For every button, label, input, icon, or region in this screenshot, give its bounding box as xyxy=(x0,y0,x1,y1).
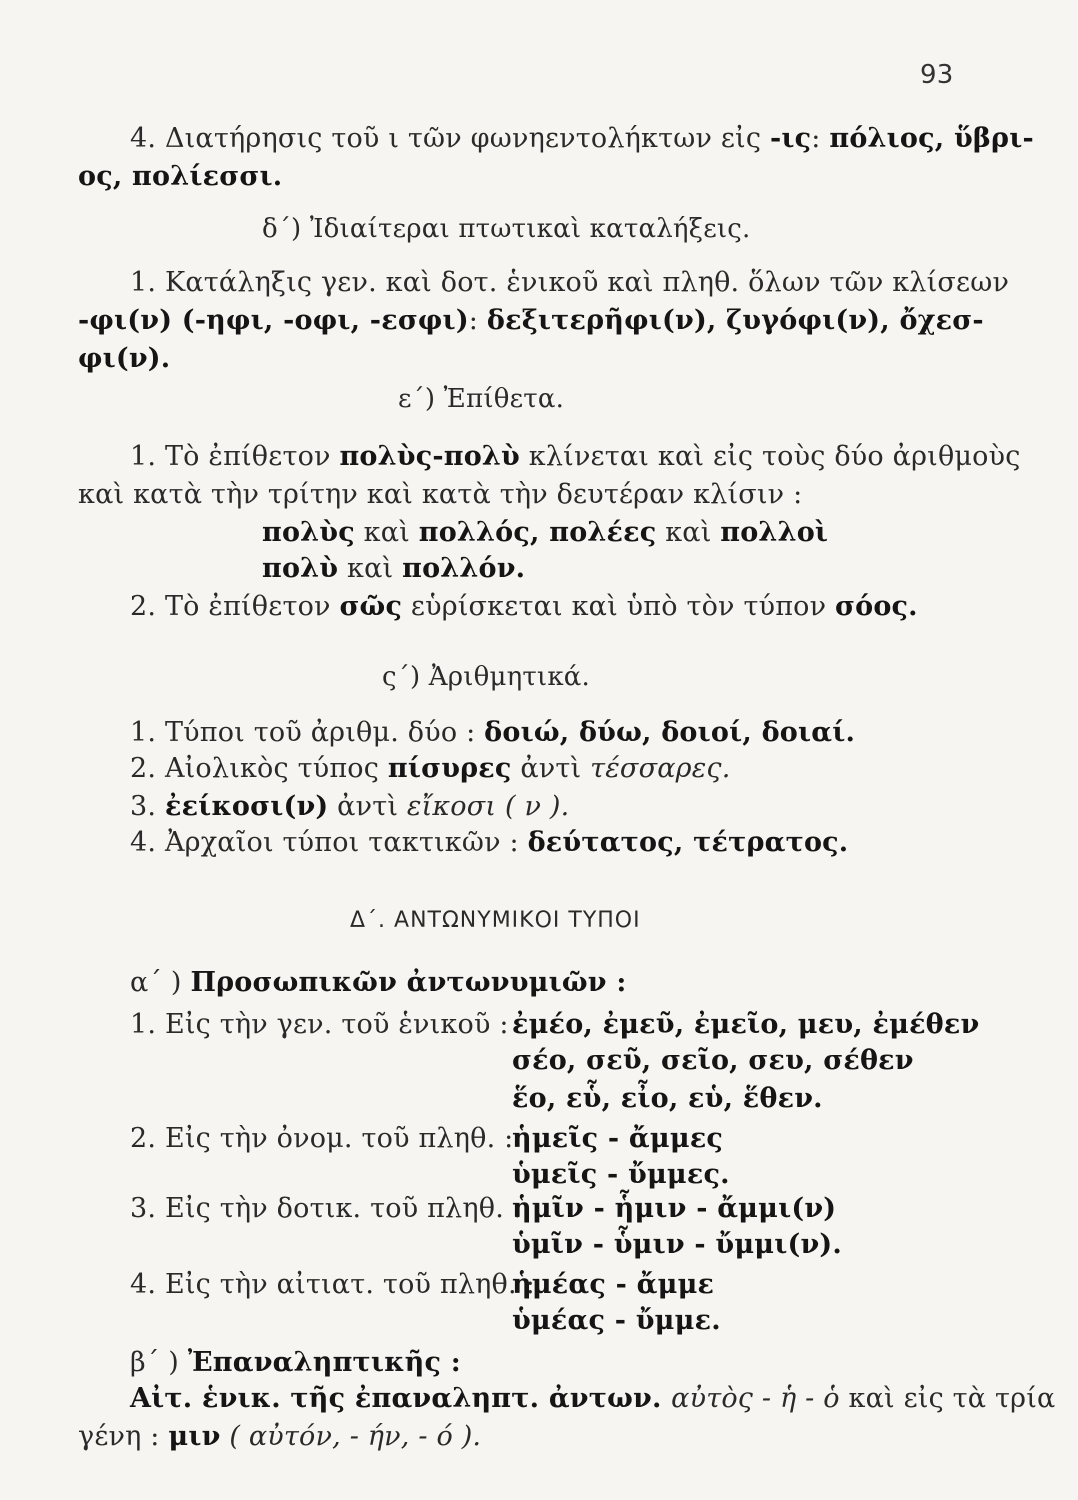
pronoun-forms: ὑμέας - ὔμμε. xyxy=(512,1305,721,1336)
text-line xyxy=(262,516,828,550)
text-line xyxy=(130,440,1021,474)
italic-term: εἴκοσι ( ν ). xyxy=(406,791,570,822)
bold-term: δεξιτερῆφι(ν), ζυγόφι(ν), ὄχεσ- xyxy=(486,305,984,336)
text-line xyxy=(130,752,731,786)
text: κλίνεται καὶ εἰς τοὺς δύο ἀριθμοὺς xyxy=(519,441,1021,472)
text: : xyxy=(811,123,830,154)
text: 1. Τύποι τοῦ ἀριθμ. δύο : xyxy=(130,717,485,748)
bold-term: πολὺς xyxy=(262,517,355,548)
text: 4. Ἀρχαῖοι τύποι τακτικῶν : xyxy=(130,827,528,858)
text-line: καὶ κατὰ τὴν τρίτην καὶ κατὰ τὴν δευτέραν κλίσιν : xyxy=(78,479,803,510)
text-line: 1. Κατάληξις γεν. καὶ δοτ. ἑνικοῦ καὶ πληθ. ὅλων τῶν κλίσεων xyxy=(130,267,1010,298)
pronoun-forms: ἡμῖν - ἧμιν - ἄμμι(ν) xyxy=(512,1193,837,1224)
pronoun-forms: ἡμέας - ἄμμε xyxy=(512,1269,715,1300)
text: α΄ ) xyxy=(130,967,191,998)
pronoun-forms: σέο, σεῦ, σεῖο, σευ, σέθεν xyxy=(512,1045,914,1076)
text: γένη : xyxy=(78,1421,169,1452)
bold-term: μιν xyxy=(168,1421,221,1452)
bold-term: -φι(ν) (-ηφι, -οφι, -εσφι) xyxy=(78,305,469,336)
pronoun-forms: ὑμεῖς - ὔμμες. xyxy=(512,1159,730,1190)
pronoun-forms: ἐμέο, ἐμεῦ, ἐμεῖο, μευ, ἐμέθεν xyxy=(512,1009,980,1040)
pronoun-forms: ὑμῖν - ὗμιν - ὔμμι(ν). xyxy=(512,1229,843,1260)
text: β΄ ) xyxy=(130,1347,188,1378)
text: 2. Αἰολικὸς τύπος xyxy=(130,753,388,784)
text: εὑρίσκεται καὶ ὑπὸ τὸν τύπον xyxy=(402,591,835,622)
text-line xyxy=(78,1420,481,1454)
bold-term: πόλιος, ὕβρι- xyxy=(829,123,1034,154)
text-line xyxy=(130,122,1034,156)
text: 1. Τὸ ἐπίθετον xyxy=(130,441,340,472)
text-line xyxy=(130,966,627,1000)
text-line xyxy=(262,552,525,586)
subsection-heading: ς΄) Ἀριθμητικά. xyxy=(382,662,591,692)
bold-term: Αἰτ. ἑνικ. τῆς ἐπαναληπτ. ἀντων. xyxy=(130,1383,672,1414)
text-line xyxy=(78,304,984,338)
text-line xyxy=(130,790,569,824)
text: καὶ εἰς τὰ τρία xyxy=(839,1383,1056,1414)
italic-term: αὐτὸς - ἡ - ὁ xyxy=(671,1383,840,1414)
text-line: ος, πολίεσσι. xyxy=(78,161,283,192)
text: καὶ xyxy=(354,517,419,548)
pronoun-label: 3. Εἰς τὴν δοτικ. τοῦ πληθ. : xyxy=(130,1193,523,1224)
bold-term: δεύτατος, τέτρατος. xyxy=(527,827,849,858)
pronoun-forms: ἡμεῖς - ἄμμες xyxy=(512,1123,724,1154)
text: 3. xyxy=(130,791,165,822)
italic-term: τέσσαρες. xyxy=(590,753,731,784)
pronoun-label: 4. Εἰς τὴν αἰτιατ. τοῦ πληθ. : xyxy=(130,1269,535,1300)
bold-term: σῶς xyxy=(339,591,403,622)
text: 4. Διατήρησις τοῦ ι τῶν φωνηεντολήκτων εἰς xyxy=(130,123,770,154)
subsection-heading: δ΄) Ἰδιαίτεραι πτωτικαὶ καταλήξεις. xyxy=(262,214,751,244)
text: ἀντὶ xyxy=(328,791,407,822)
text-line xyxy=(130,826,848,860)
text-line xyxy=(130,590,918,624)
bold-term: πολλόν. xyxy=(402,553,526,584)
text: καὶ xyxy=(338,553,403,584)
text-line xyxy=(130,716,855,750)
bold-term: πολλός, πολέες xyxy=(418,517,657,548)
bold-term: -ις xyxy=(769,123,812,154)
bold-term: πολὺς-πολὺ xyxy=(339,441,520,472)
text: ἀντὶ xyxy=(511,753,591,784)
bold-term: πολὺ xyxy=(262,553,339,584)
subsection-heading: ε΄) Ἐπίθετα. xyxy=(398,384,565,414)
bold-term: πολλοὶ xyxy=(720,517,829,548)
bold-heading: Προσωπικῶν ἀντωνυμιῶν : xyxy=(190,967,627,998)
page-number: 93 xyxy=(920,60,954,90)
text-line: φι(ν). xyxy=(78,343,171,374)
bold-term: σόος. xyxy=(835,591,918,622)
text-line xyxy=(130,1346,461,1380)
pronoun-label: 2. Εἰς τὴν ὀνομ. τοῦ πληθ. : xyxy=(130,1123,514,1154)
text: 2. Τὸ ἐπίθετον xyxy=(130,591,340,622)
pronoun-label: 1. Εἰς τὴν γεν. τοῦ ἑνικοῦ : xyxy=(130,1009,509,1040)
bold-term: ἐείκοσι(ν) xyxy=(164,791,329,822)
text: : xyxy=(468,305,487,336)
section-heading: Δ΄. ΑΝΤΩΝΥΜΙΚΟΙ ΤΥΠΟΙ xyxy=(350,908,641,933)
bold-term: δοιώ, δύω, δοιοί, δοιαί. xyxy=(484,717,856,748)
bold-term: πίσυρες xyxy=(387,753,512,784)
text-line xyxy=(130,1382,1055,1416)
italic-term: ( αὐτόν, - ήν, - ό ). xyxy=(229,1421,482,1452)
text: καὶ xyxy=(656,517,721,548)
pronoun-forms: ἕο, εὗ, εἶο, εὑ, ἕθεν. xyxy=(512,1083,823,1114)
bold-heading: Ἐπαναληπτικῆς : xyxy=(187,1347,461,1378)
